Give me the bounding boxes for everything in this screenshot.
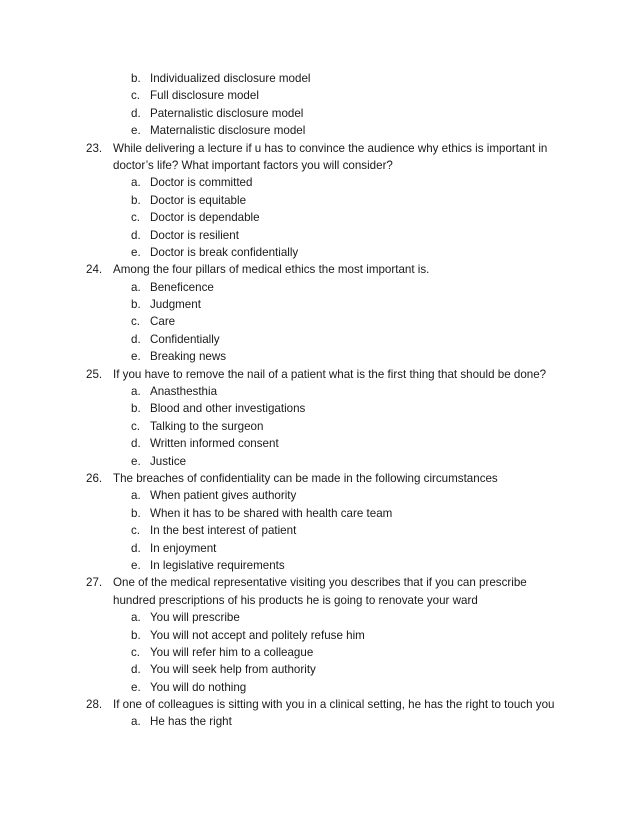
option-letter: a. [131, 176, 141, 190]
answer-option [0, 70, 638, 87]
option-text: Individualized disclosure model [150, 72, 311, 85]
answer-option [0, 627, 638, 644]
question-text: If one of colleagues is sitting with you in a clinical setting, he has the right to touch you [113, 698, 555, 712]
document-page [0, 70, 638, 731]
option-text: In enjoyment [150, 541, 217, 555]
answer-option [0, 644, 638, 661]
option-text: Judgment [150, 298, 201, 312]
option-letter: e. [131, 558, 141, 572]
answer-option [0, 383, 638, 400]
answer-option [0, 453, 638, 470]
answer-option [0, 296, 638, 313]
option-letter: b. [131, 193, 141, 207]
option-letter: a. [131, 489, 141, 503]
answer-option [0, 505, 638, 522]
answer-option [0, 348, 638, 365]
question-text: Among the four pillars of medical ethics the most important is. [113, 263, 430, 277]
option-letter: d. [131, 663, 141, 677]
answer-option [0, 661, 638, 678]
option-letter: a. [131, 611, 141, 625]
option-letter: b. [131, 506, 141, 520]
option-letter: b. [131, 628, 141, 642]
question-line [0, 140, 638, 157]
question-text: While delivering a lecture if u has to convince the audience why ethics is important in [113, 141, 548, 155]
option-letter: d. [131, 332, 141, 346]
option-letter: b. [131, 72, 141, 85]
question-text-continuation: doctor’s life? What important factors you will consider? [113, 158, 393, 172]
option-letter: e. [131, 245, 141, 259]
option-letter: d. [131, 106, 141, 120]
option-letter: a. [131, 280, 141, 294]
answer-option [0, 313, 638, 330]
option-text: Doctor is committed [150, 176, 253, 190]
answer-option [0, 105, 638, 122]
option-letter: c. [131, 211, 141, 225]
option-text: Care [150, 315, 176, 329]
option-letter: b. [131, 298, 141, 312]
question-line [0, 470, 638, 487]
answer-option [0, 435, 638, 452]
answer-option [0, 487, 638, 504]
question-number: 28. [86, 698, 103, 712]
question-continuation-line [0, 157, 638, 174]
option-letter: d. [131, 228, 141, 242]
question-number: 26. [86, 471, 103, 485]
question-line [0, 366, 638, 383]
option-text: You will prescribe [150, 611, 240, 625]
answer-option [0, 331, 638, 348]
option-letter: c. [131, 419, 141, 433]
option-letter: d. [131, 541, 141, 555]
option-text: Confidentially [150, 332, 220, 346]
question-text: The breaches of confidentiality can be made in the following circumstances [113, 471, 498, 485]
option-letter: d. [131, 437, 141, 451]
option-text: Beneficence [150, 280, 214, 294]
option-text: You will refer him to a colleague [150, 645, 314, 659]
answer-option [0, 400, 638, 417]
answer-option [0, 522, 638, 539]
option-letter: e. [131, 454, 141, 468]
question-text: One of the medical representative visiting you describes that if you can prescribe [113, 576, 527, 590]
question-number: 24. [86, 263, 103, 277]
option-text: Anasthesthia [150, 385, 218, 399]
option-text: Justice [150, 454, 187, 468]
option-text: Doctor is dependable [150, 211, 260, 225]
answer-option [0, 209, 638, 226]
option-letter: c. [131, 315, 141, 329]
option-letter: a. [131, 715, 141, 729]
option-letter: e. [131, 350, 141, 364]
option-letter: b. [131, 402, 141, 416]
answer-option [0, 713, 638, 730]
option-text: Maternalistic disclosure model [150, 124, 306, 138]
option-letter: c. [131, 524, 141, 538]
question-number: 23. [86, 141, 103, 155]
answer-option [0, 244, 638, 261]
answer-option [0, 227, 638, 244]
option-text: You will seek help from authority [150, 663, 316, 677]
answer-option [0, 87, 638, 104]
answer-option [0, 122, 638, 139]
question-text: If you have to remove the nail of a patient what is the first thing that should be done? [113, 367, 547, 381]
answer-option [0, 174, 638, 191]
question-continuation-line [0, 592, 638, 609]
answer-option [0, 418, 638, 435]
option-text: When it has to be shared with health care team [150, 506, 393, 520]
option-text: He has the right [150, 715, 232, 729]
option-letter: e. [131, 680, 141, 694]
question-number: 27. [86, 576, 103, 590]
answer-option [0, 557, 638, 574]
option-text: You will do nothing [150, 680, 247, 694]
option-letter: e. [131, 124, 141, 138]
answer-option [0, 540, 638, 557]
question-line [0, 696, 638, 713]
option-letter: c. [131, 645, 141, 659]
answer-option [0, 279, 638, 296]
question-line [0, 261, 638, 278]
option-text: You will not accept and politely refuse him [150, 628, 365, 642]
option-text: In legislative requirements [150, 558, 285, 572]
option-text: Doctor is break confidentially [150, 245, 299, 259]
option-text: Doctor is equitable [150, 193, 247, 207]
answer-option [0, 192, 638, 209]
option-text: Paternalistic disclosure model [150, 106, 304, 120]
option-letter: c. [131, 89, 141, 103]
answer-option [0, 609, 638, 626]
question-number: 25. [86, 367, 103, 381]
option-text: When patient gives authority [150, 489, 297, 503]
option-text: Blood and other investigations [150, 402, 306, 416]
answer-option [0, 679, 638, 696]
question-line [0, 574, 638, 591]
option-text: Talking to the surgeon [150, 419, 264, 433]
option-letter: a. [131, 385, 141, 399]
option-text: Doctor is resilient [150, 228, 239, 242]
question-text-continuation: hundred prescriptions of his products he is going to renovate your ward [113, 593, 478, 607]
option-text: Written informed consent [150, 437, 279, 451]
option-text: Breaking news [150, 350, 227, 364]
option-text: In the best interest of patient [150, 524, 297, 538]
option-text: Full disclosure model [150, 89, 259, 103]
